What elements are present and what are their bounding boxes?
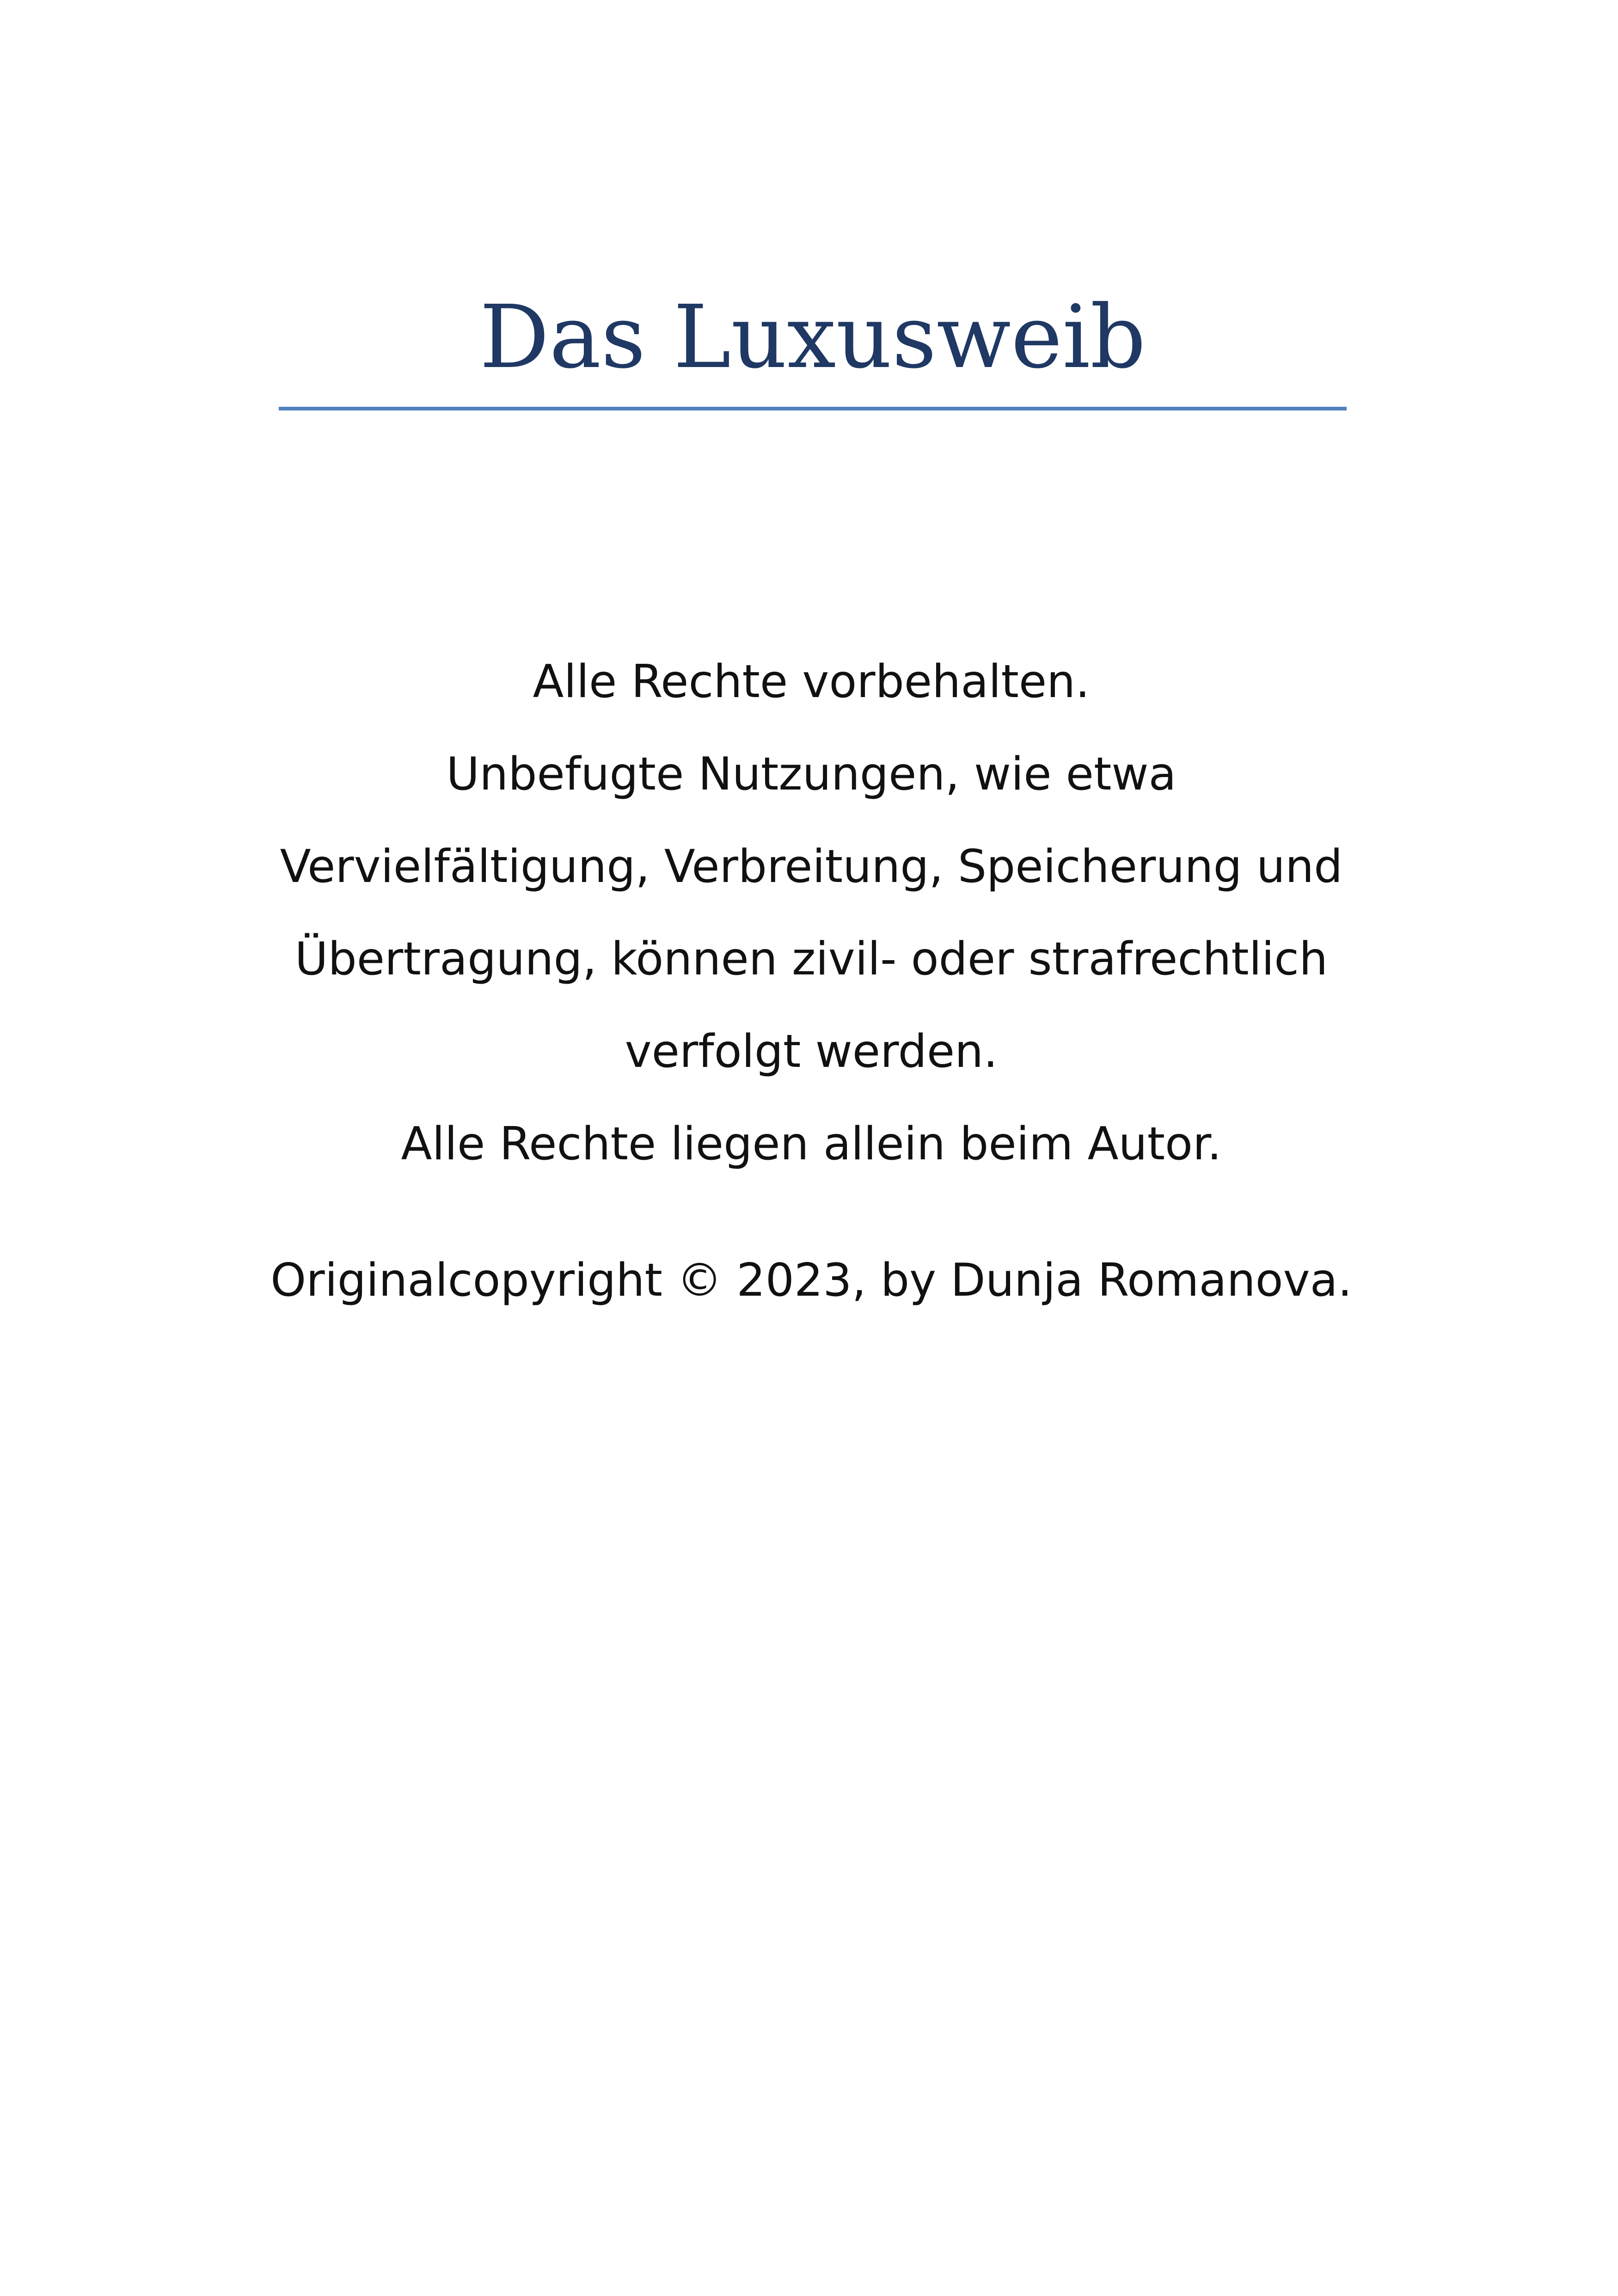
rights-notice xyxy=(254,636,1368,1190)
notice-line: Unbefugte Nutzungen, wie etwa xyxy=(446,748,1177,801)
title-underline-rule xyxy=(279,407,1347,410)
notice-line: verfolgt werden. xyxy=(625,1025,998,1078)
document-title: Das Luxusweib xyxy=(479,287,1146,388)
notice-line: Alle Rechte liegen allein beim Autor. xyxy=(401,1118,1222,1170)
notice-line: Alle Rechte vorbehalten. xyxy=(533,655,1090,708)
notice-line: Übertragung, können zivil- oder strafrechtlich xyxy=(294,933,1328,986)
copyright-line: Originalcopyright © 2023, by Dunja Romanova. xyxy=(270,1254,1352,1307)
notice-line: Vervielfältigung, Verbreitung, Speicherung und xyxy=(280,840,1343,893)
